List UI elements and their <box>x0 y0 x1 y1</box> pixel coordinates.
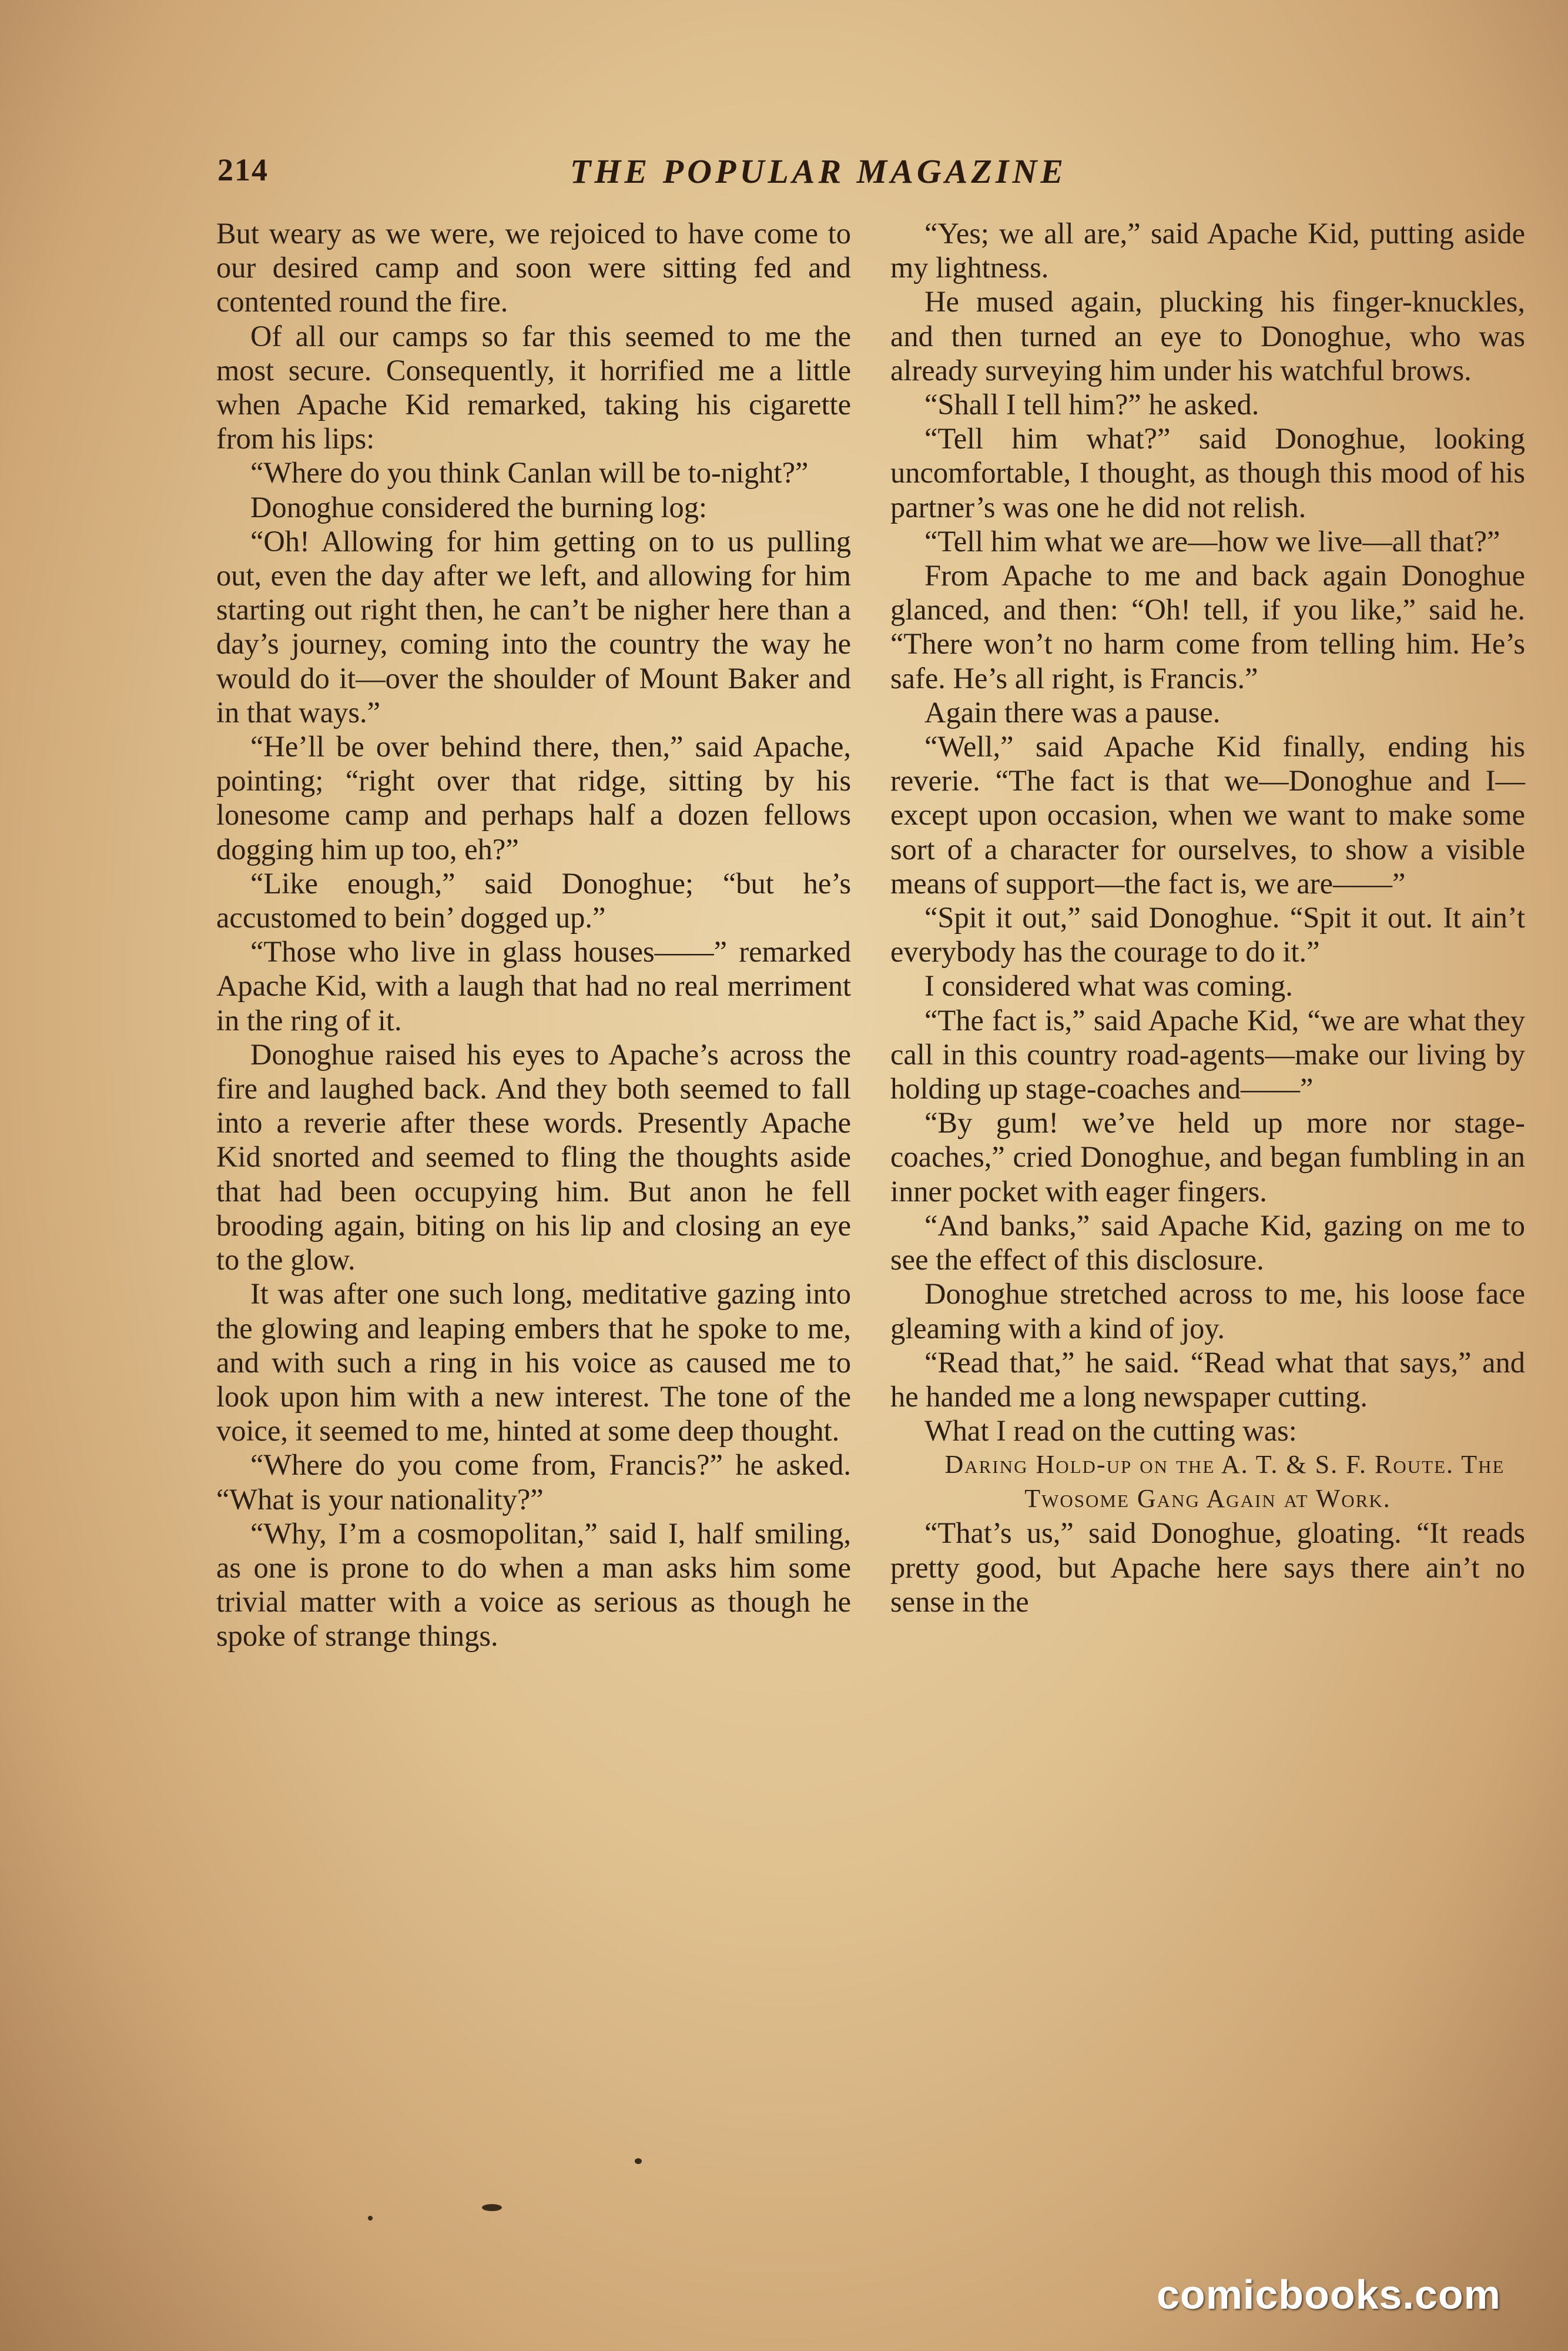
paragraph: “Where do you come from, Francis?” he asked. “What is your nationality?” <box>216 1448 851 1516</box>
paragraph: It was after one such long, meditative gazing into the glowing and leaping embers that he spoke to me, and with such a ring in his voice as caused me to look upon him with a new interest. The tone of the voice, it seemed to me, hinted at some deep thought. <box>216 1277 851 1448</box>
page-number: 214 <box>217 152 269 187</box>
paragraph: “Tell him what we are—how we live—all that?” <box>924 524 1500 558</box>
paragraph: “By gum! we’ve held up more nor stage-coaches,” cried Donoghue, and began fumbling in an inner pocket with eager fingers. <box>890 1106 1525 1208</box>
paragraph: “Tell him what?” said Donoghue, looking uncomfortable, I thought, as though this mood of his partner’s was one he did not relish. <box>890 422 1525 524</box>
paragraph: Donoghue raised his eyes to Apache’s across the fire and laughed back. And they both seemed to fall into a reverie after these words. Presently Apache Kid snorted and seemed to fling the thoughts aside that had been occupying him. But anon he fell brooding again, biting on his lip and closing an eye to the glow. <box>216 1037 851 1277</box>
watermark-text: comicbooks.com <box>1157 2272 1501 2317</box>
paragraph: Again there was a pause. <box>924 695 1221 729</box>
paragraph: Donoghue stretched across to me, his loose face gleaming with a kind of joy. <box>890 1277 1525 1345</box>
paragraph: “Read that,” he said. “Read what that says,” and he handed me a long newspaper cutting. <box>890 1345 1525 1413</box>
paragraph: “That’s us,” said Donoghue, gloating. “It reads pretty good, but Apache here says there ain’t no sense in the <box>890 1516 1525 1618</box>
paragraph: But weary as we were, we rejoiced to have come to our desired camp and soon were sitting fed and contented round the fire. <box>216 217 851 319</box>
newspaper-headline: Daring Hold-up on the A. T. & S. F. Route. The Twosome Gang Again at Work. <box>944 1450 1505 1513</box>
running-title: THE POPULAR MAGAZINE <box>570 152 1067 190</box>
paragraph: Donoghue considered the burning log: <box>250 490 707 524</box>
ink-speck <box>368 2216 373 2221</box>
paragraph: He mused again, plucking his finger-knuckles, and then turned an eye to Donoghue, who was already surveying him under his watchful brows. <box>890 285 1525 387</box>
paragraph: What I read on the cutting was: <box>924 1414 1297 1448</box>
paragraph: “Where do you think Canlan will be to-night?” <box>250 456 809 490</box>
right-column <box>890 216 1525 1619</box>
paragraph: I considered what was coming. <box>924 969 1293 1003</box>
paragraph: “Well,” said Apache Kid finally, ending his reverie. “The fact is that we—Donoghue and I—except upon occasion, when we want to make some sort of a character for ourselves, to show a visible means of support—the fact is, we are——” <box>890 730 1525 900</box>
paragraph: Of all our camps so far this seemed to me the most secure. Consequently, it horrified me a little when Apache Kid remarked, taking his cigarette from his lips: <box>216 319 851 456</box>
paragraph: “He’ll be over behind there, then,” said Apache, pointing; “right over that ridge, sitting by his lonesome camp and perhaps half a dozen fellows dogging him up too, eh?” <box>216 730 851 866</box>
paragraph: “Shall I tell him?” he asked. <box>924 388 1259 421</box>
ink-speck <box>635 2158 642 2164</box>
paragraph: “Oh! Allowing for him getting on to us pulling out, even the day after we left, and allowing for him starting out right then, he can’t be nigher here than a day’s journey, coming into the country the way he would do it—over the shoulder of Mount Baker and in that ways.” <box>216 524 851 729</box>
paragraph: “Like enough,” said Donoghue; “but he’s accustomed to bein’ dogged up.” <box>216 866 851 935</box>
paragraph: “Yes; we all are,” said Apache Kid, putting aside my lightness. <box>890 217 1525 284</box>
ink-speck <box>482 2204 502 2211</box>
paragraph: “And banks,” said Apache Kid, gazing on me to see the effect of this disclosure. <box>890 1208 1525 1277</box>
paragraph: From Apache to me and back again Donoghue glanced, and then: “Oh! tell, if you like,” said he. “There won’t no harm come from telling him. He’s safe. He’s all right, is Francis.” <box>890 559 1525 695</box>
paragraph: “The fact is,” said Apache Kid, “we are what they call in this country road-agents—make our living by holding up stage-coaches and——” <box>890 1003 1525 1106</box>
page-header <box>217 152 1158 199</box>
left-column <box>216 216 851 1653</box>
paragraph: “Spit it out,” said Donoghue. “Spit it out. It ain’t everybody has the courage to do it.” <box>890 901 1525 969</box>
paragraph: “Those who live in glass houses——” remarked Apache Kid, with a laugh that had no real merriment in the ring of it. <box>216 935 851 1037</box>
paragraph: “Why, I’m a cosmopolitan,” said I, half smiling, as one is prone to do when a man asks him some trivial matter with a voice as serious as though he spoke of strange things. <box>216 1516 851 1653</box>
